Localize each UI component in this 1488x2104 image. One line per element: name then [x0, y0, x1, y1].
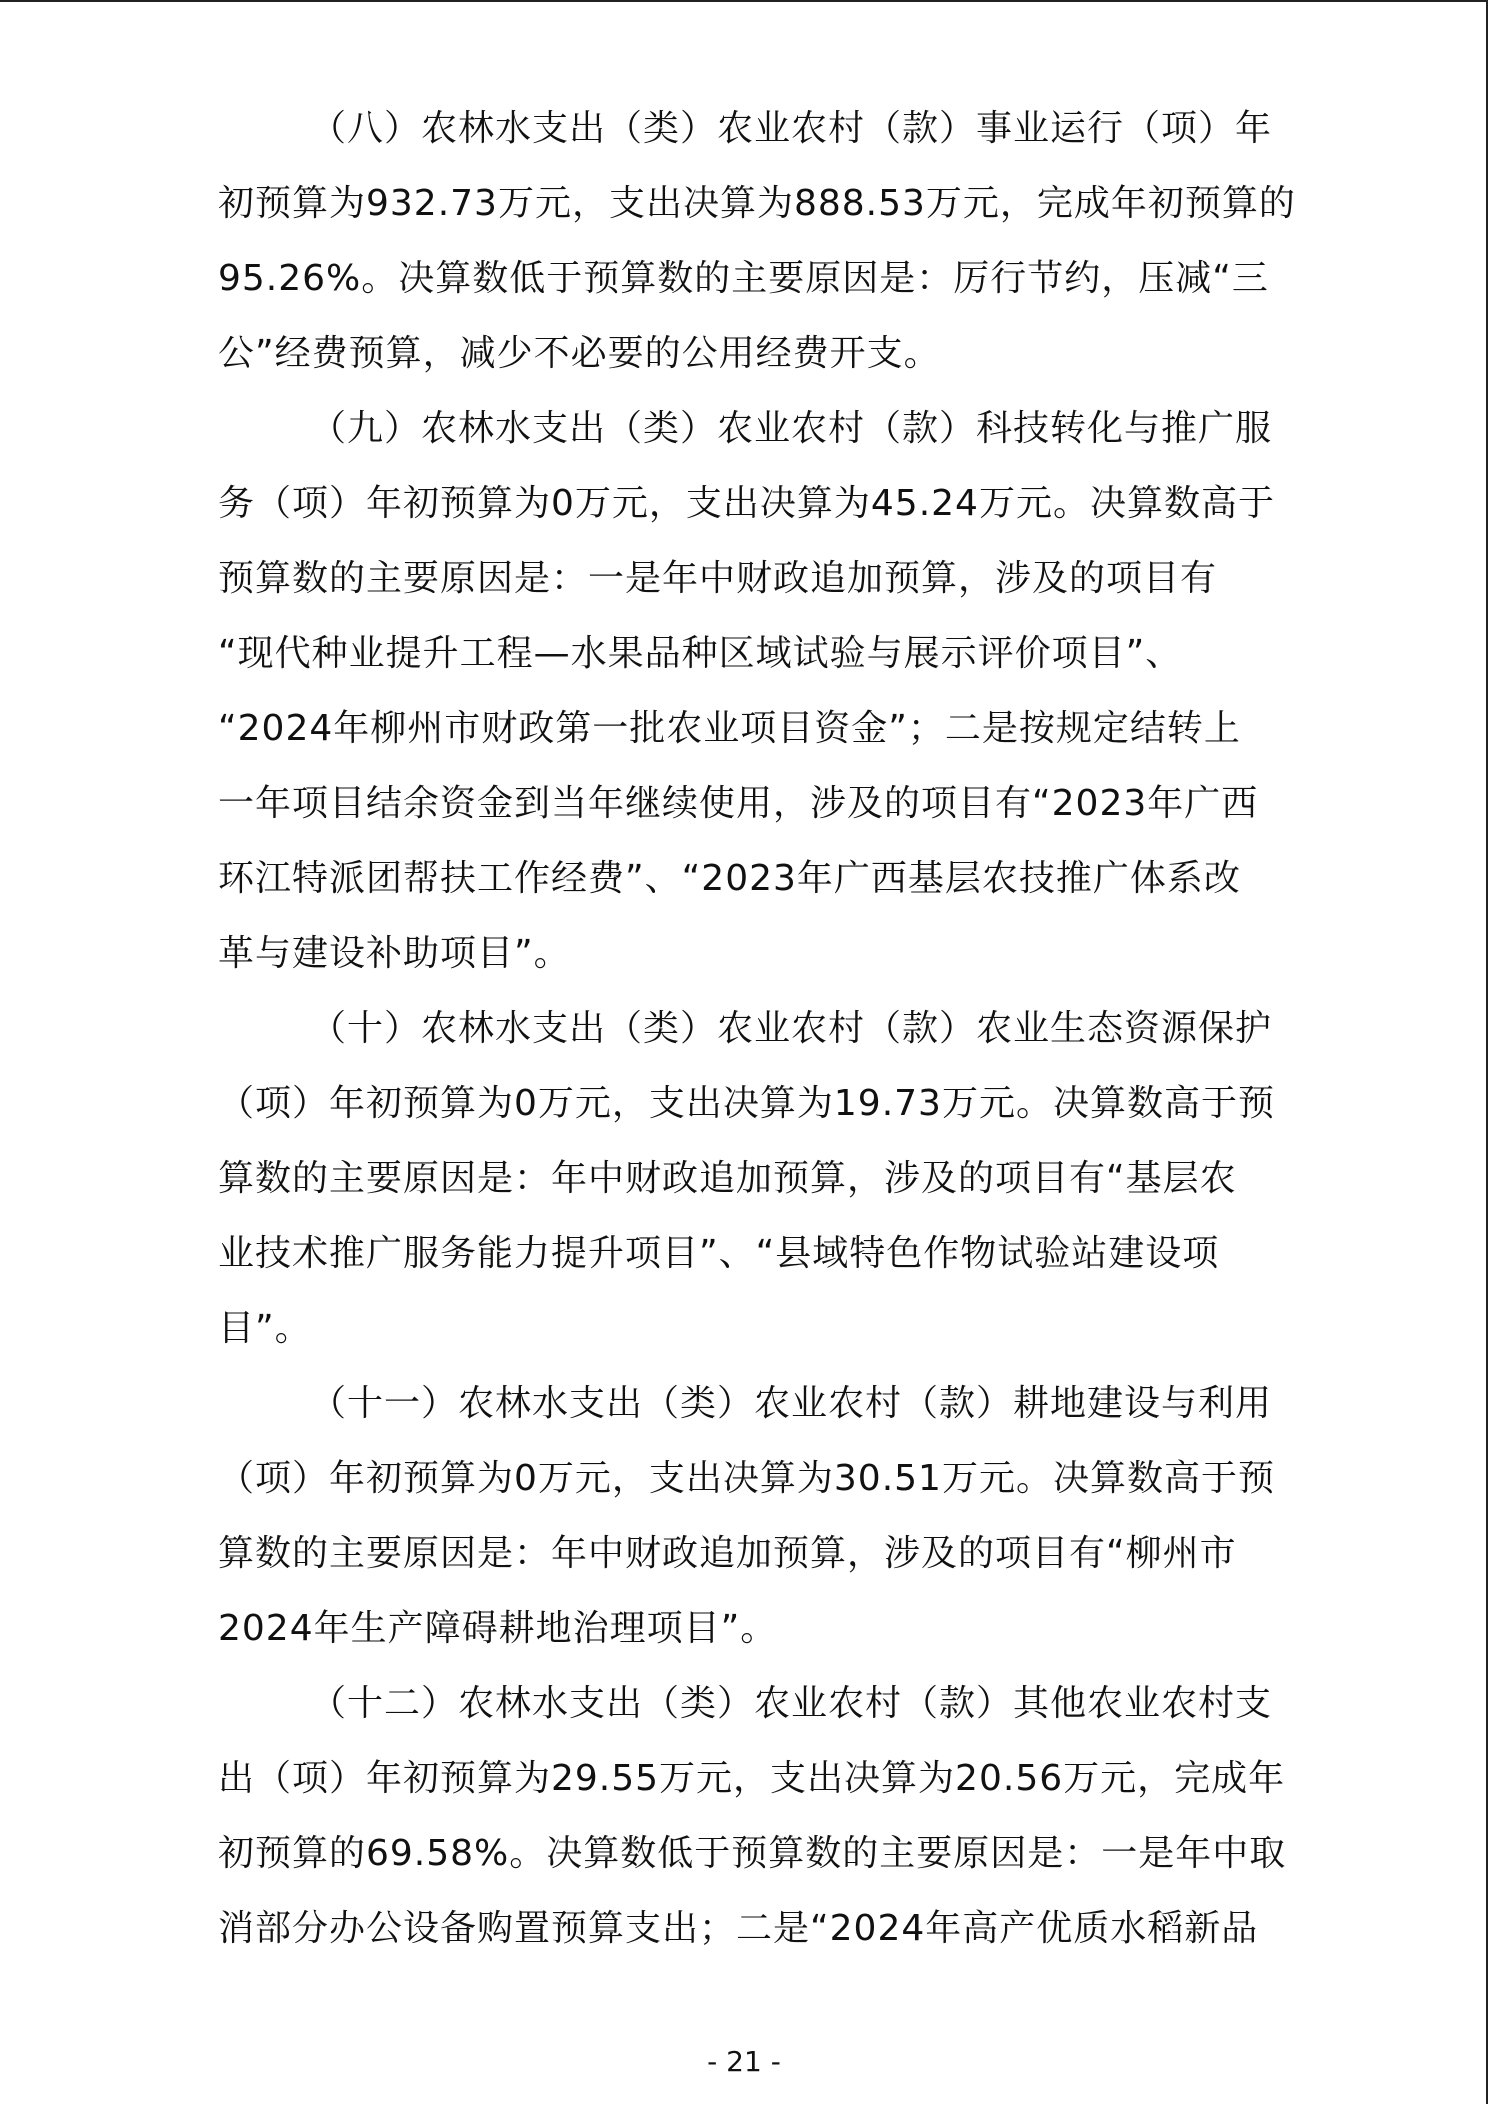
text-line: 算数的主要原因是：年中财政追加预算，涉及的项目有“柳州市 [218, 1533, 1237, 1574]
text-line: 算数的主要原因是：年中财政追加预算，涉及的项目有“基层农 [218, 1158, 1237, 1199]
text-line: （八）农林水支出（类）农业农村（款）事业运行（项）年 [310, 108, 1273, 149]
text-line: 消部分办公设备购置预算支出；二是“2024年高产优质水稻新品 [218, 1908, 1259, 1949]
text-line: （项）年初预算为0万元，支出决算为19.73万元。决算数高于预 [218, 1083, 1275, 1124]
text-line: 初预算为932.73万元，支出决算为888.53万元，完成年初预算的 [218, 183, 1296, 224]
text-line: 目”。 [218, 1308, 312, 1349]
text-line: 预算数的主要原因是：一是年中财政追加预算，涉及的项目有 [218, 558, 1218, 599]
text-line: 业技术推广服务能力提升项目”、“县域特色作物试验站建设项 [218, 1233, 1220, 1274]
paragraph-8 [218, 98, 1296, 398]
text-line: 出（项）年初预算为29.55万元，支出决算为20.56万元，完成年 [218, 1758, 1286, 1799]
text-line: 2024年生产障碍耕地治理项目”。 [218, 1608, 778, 1649]
text-line: 初预算的69.58%。决算数低于预算数的主要原因是：一是年中取 [218, 1833, 1287, 1874]
document-body [218, 98, 1296, 1973]
text-line: （十二）农林水支出（类）农业农村（款）其他农业农村支 [310, 1683, 1273, 1724]
text-line: 务（项）年初预算为0万元，支出决算为45.24万元。决算数高于 [218, 483, 1275, 524]
paragraph-12 [218, 1673, 1288, 1973]
text-line: 一年项目结余资金到当年继续使用，涉及的项目有“2023年广西 [218, 783, 1259, 824]
paragraph-11 [218, 1373, 1288, 1673]
text-line: （项）年初预算为0万元，支出决算为30.51万元。决算数高于预 [218, 1458, 1275, 1499]
top-border-rule [0, 0, 1488, 2]
text-line: “现代种业提升工程—水果品种区域试验与展示评价项目”、 [218, 633, 1183, 674]
text-line: （九）农林水支出（类）农业农村（款）科技转化与推广服 [310, 408, 1273, 449]
text-line: “2024年柳州市财政第一批农业项目资金”；二是按规定结转上 [218, 708, 1241, 749]
text-line: （十一）农林水支出（类）农业农村（款）耕地建设与利用 [310, 1383, 1273, 1424]
text-line: 环江特派团帮扶工作经费”、“2023年广西基层农技推广体系改 [218, 858, 1241, 899]
text-line: 革与建设补助项目”。 [218, 933, 571, 974]
text-line: （十）农林水支出（类）农业农村（款）农业生态资源保护 [310, 1008, 1273, 1049]
paragraph-10 [218, 998, 1288, 1373]
text-line: 公”经费预算，减少不必要的公用经费开支。 [218, 333, 941, 374]
text-line: 95.26%。决算数低于预算数的主要原因是：厉行节约，压减“三 [218, 258, 1269, 299]
paragraph-9 [218, 398, 1288, 998]
page-number: - 21 - [707, 2045, 781, 2078]
